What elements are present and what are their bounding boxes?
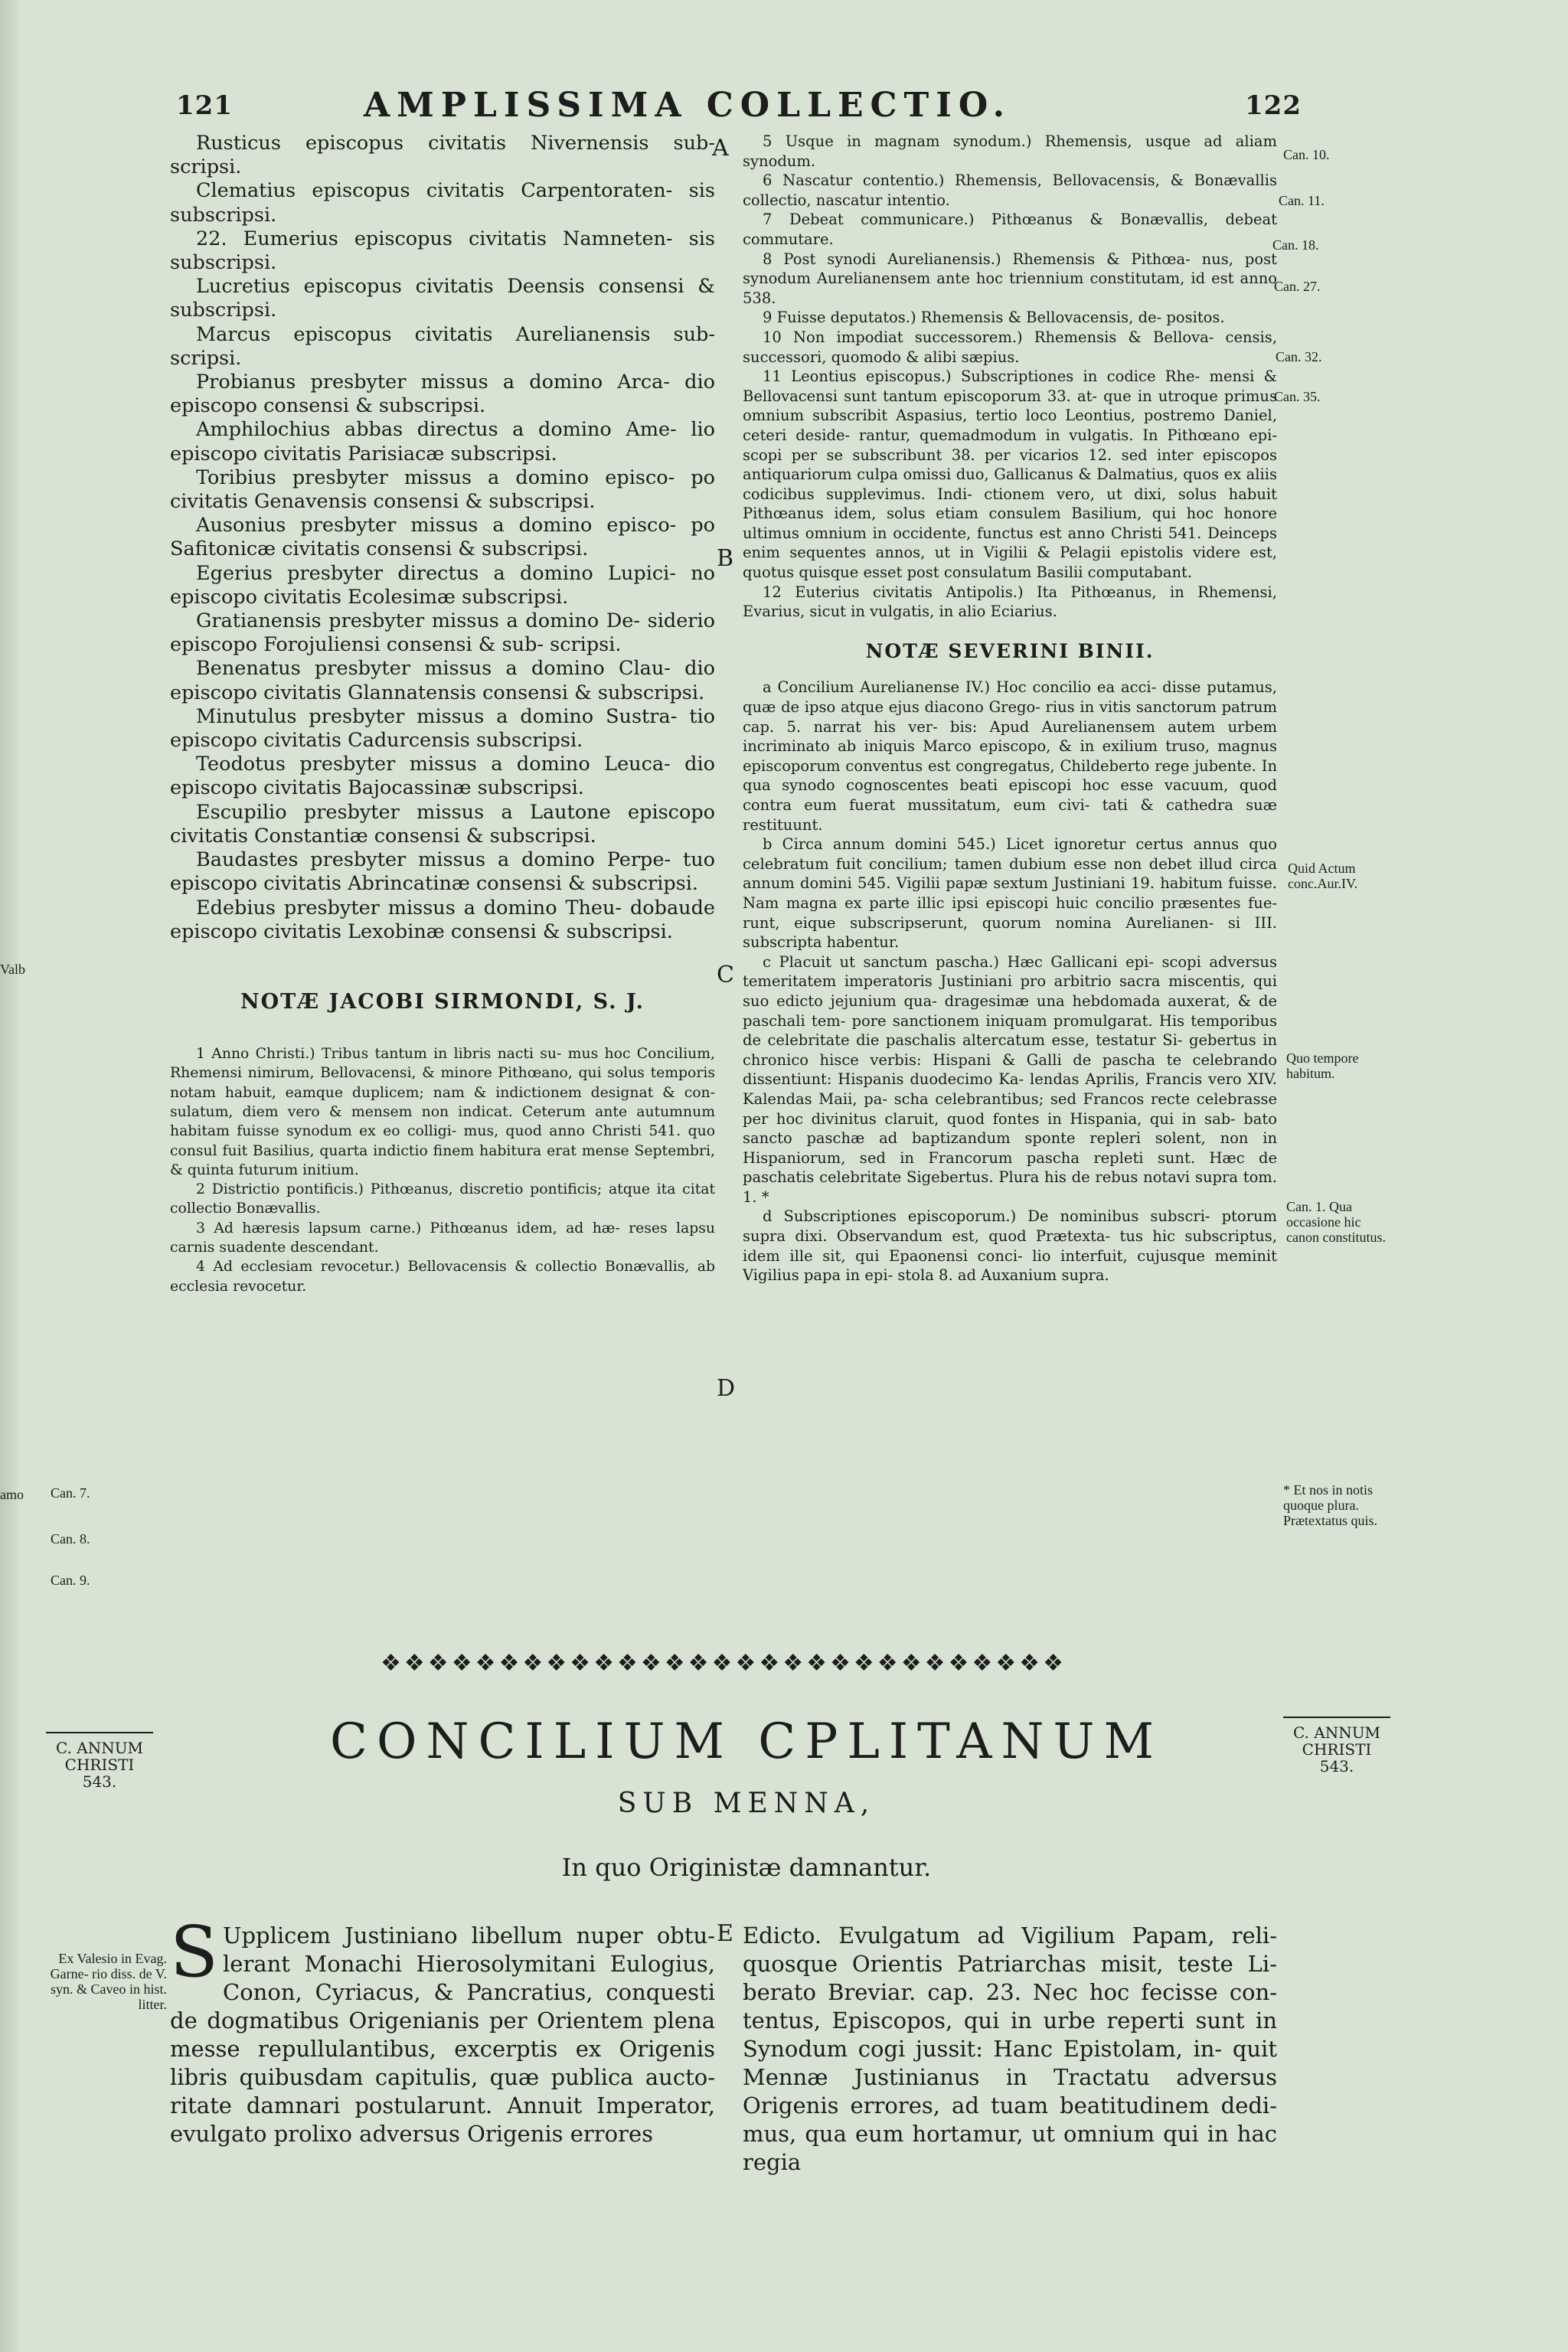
margin-can-7: Can. 7. — [51, 1485, 90, 1501]
margin-can-18: Can. 18. — [1272, 237, 1319, 253]
subscription-line: Baudastes presbyter missus a domino Perpe- tuo episcopo civitatis Abrincatinæ consensi & subscripsi. — [170, 848, 715, 896]
note: a Concilium Aurelianense IV.) Hoc concilio ea acci- disse putamus, quæ de ipso atque ejus diacono Grego- rius in vitis sanctorum patrum cap. 5. narrat his ver- bis: Apud Aurelianensem autem urbem incriminato ab iniquis Marco episcopo, & in exilium truso, magnus episcoporum conventus est congregatus, Childeberto rege jubente. In qua synodo cognoscentes beati episcopi hoc esse vacuum, quod contra eum fuerat mussitatum, eum civi- tati & cathedra suæ restituunt. — [743, 678, 1277, 834]
section-letter-d: D — [717, 1375, 736, 1402]
margin-can-32: Can. 32. — [1276, 349, 1322, 364]
edge-fragment-amo: amo — [0, 1487, 24, 1502]
margin-can-10: Can. 10. — [1283, 147, 1330, 162]
note: 3 Ad hæresis lapsum carne.) Pithœanus idem, ad hæ- reses lapsu carnis suadente descendant. — [170, 1220, 715, 1256]
subscription-line: Egerius presbyter directus a domino Lupici- no episcopo civitatis Ecolesimæ subscripsi. — [170, 561, 715, 609]
note: 5 Usque in magnam synodum.) Rhemensis, usque ad aliam synodum. — [743, 132, 1277, 170]
subscription-line: Minutulus presbyter missus a domino Sustra- tio episcopo civitatis Cadurcensis subscripsi. — [170, 704, 715, 753]
section-letter-a: A — [712, 135, 729, 162]
notes-heading-binii: NOTÆ SEVERINI BINII. — [865, 639, 1155, 662]
note: 8 Post synodi Aurelianensis.) Rhemensis & Pithœa- nus, post synodum Aurelianensem ante hoc triennium constitutam, id est anno 538. — [743, 250, 1277, 307]
note: c Placuit ut sanctum pascha.) Hæc Gallicani epi- scopi adversus temeritatem imperatoris Justiniani pro arbitrio sacra miscentis, qui suo edicto jejunium qua- dragesimæ una hebdomada auxerat, & de paschali tem- pore sanctionem iniquam promulgarat. His temporibus de celebritate die paschalis altercatum esse, testatur Si- gebertus in chronico hisce verbis: Hispani & Galli de pascha te celebrando dissentiunt: Hispanis duodecimo Ka- lendas Aprilis, Francis vero XIV. Kalendas Maii, pa- scha celebrantibus; sed Francos recte celebrasse per hoc divinitus claruit, quod fontes in Hispania, qui in sab- bato sancto paschæ ad baptizandum sponte repleri solent, non in Hispaniorum, sed in Francorum pascha repleti sunt. Hæc de paschatis celebritate Sigebertus. Plura his de rebus notavi supra tom. 1. * — [743, 952, 1277, 1206]
note: 1 Anno Christi.) Tribus tantum in libris nacti su- mus hoc Concilium, Rhemensi nimirum, Bellovacensi, & minore Pithœano, qui solus temporis notam habuit, eamque duplicem; nam & indictionem designat & con- sulatum, diem vero & mensem non indicat. Ceterum ante autumnum habitam fuisse synodum ex eo colligi- mus, quod anno Christi 541. quo consul fuit Basilius, quarta indictio finem habitura erat mense Septembri, & quinta futurum initium. — [170, 1046, 715, 1178]
margin-can-9: Can. 9. — [51, 1573, 90, 1588]
subscription-line: Amphilochius abbas directus a domino Ame- lio episcopo civitatis Parisiacæ subscripsi. — [170, 418, 715, 466]
note: b Circa annum domini 545.) Licet ignoretur certus annus quo celebratum fuit concilium; tamen dubium esse non debet illud circa annum domini 545. Vigilii papæ sextum Justiniani 19. habitum fuisse. Nam magna ex parte illic ipsi episcopi huic concilio præsentes fue- runt, eique subscripserunt, quorum nomina Aurelianen- si III. subscripta habentur. — [743, 835, 1277, 952]
subscription-line: Edebius presbyter missus a domino Theu- dobaude episcopo civitatis Lexobinæ consensi & subscripsi. — [170, 896, 715, 943]
note: 9 Fuisse deputatos.) Rhemensis & Bellovacensis, de- positos. — [763, 309, 1225, 327]
subscription-line: Toribius presbyter missus a domino episco- po civitatis Genavensis consensi & subscripsi. — [170, 466, 715, 514]
subscription-line: Probianus presbyter missus a domino Arca- dio episcopo consensi & subscripsi. — [170, 371, 715, 418]
note: 6 Nascatur contentio.) Rhemensis, Bellovacensis, & Bonævallis collectio, nascatur intentio. — [743, 172, 1277, 209]
running-header — [168, 86, 1302, 136]
section-letter-b: B — [717, 545, 734, 572]
drop-cap: S — [170, 1911, 219, 1993]
subscription-line: Teodotus presbyter missus a domino Leuca- dio episcopo civitatis Bajocassinæ subscripsi. — [170, 753, 715, 800]
note: 2 Districtio pontificis.) Pithœanus, discretio pontificis; atque ita citat collectio Bonævallis. — [170, 1181, 715, 1217]
note: 4 Ad ecclesiam revocetur.) Bellovacensis & collectio Bonævallis, ab ecclesia revocetur. — [170, 1259, 715, 1295]
ornament-divider: ❖❖❖❖❖❖❖❖❖❖❖❖❖❖❖❖❖❖❖❖❖❖❖❖❖❖❖❖❖ — [381, 1650, 1067, 1677]
subscription-line: Gratianensis presbyter missus a domino De- siderio episcopo Forojuliensi consensi & sub- scripsi. — [170, 609, 715, 657]
subscription-line: 22. Eumerius episcopus civitatis Namneten- sis subscripsi. — [170, 227, 715, 275]
section-letter-e: E — [717, 1920, 733, 1947]
right-column — [743, 132, 1277, 1285]
margin-can-27: Can. 27. — [1274, 279, 1321, 294]
margin-et-nos: * Et nos in notis quoque plura. Prætextatus quis. — [1283, 1482, 1378, 1528]
notes-sirmondi — [170, 1044, 715, 1296]
subscription-line: Clematius episcopus civitatis Carpentoraten- sis subscripsi. — [170, 179, 715, 227]
edge-fragment-valb: Valb — [0, 962, 25, 977]
side-date-right: C. ANNUM CHRISTI 543. — [1283, 1717, 1390, 1775]
side-date-left: C. ANNUM CHRISTI 543. — [46, 1732, 153, 1790]
subscription-line: Marcus episcopus civitatis Aurelianensis sub- scripsi. — [170, 322, 715, 370]
council-description: In quo Originistæ damnantur. — [561, 1853, 932, 1882]
margin-quid-actum: Quid Actum conc.Aur.IV. — [1288, 861, 1358, 891]
subscription-line: Rusticus episcopus civitatis Nivernensis sub- scripsi. — [170, 132, 715, 179]
page-number-right: 122 — [1245, 90, 1302, 121]
margin-can-1: Can. 1. Qua occasione hic canon constitutus. — [1286, 1199, 1386, 1245]
note: 11 Leontius episcopus.) Subscriptiones in codice Rhe- mensi & Bellovacensi sunt tantum episcoporum 33. at- que in utroque primus omnium subscribit Aspasius, tertio loco Leontius, postremo Daniel, ceteri deside- rantur, quemadmodum in vulgatis. In Pithœano epi- scopi per se subscribunt 38. per vicarios 12. sed inter episcopos antiquariorum culpa omissi duo, Gallicanus & Dalmatius, quos ex aliis codicibus supplevimus. Indi- ctionem vero, ut dixi, solus habuit Pithœanus idem, solus etiam consulem Basilium, qui hoc honore ultimus omnium in occidente, functus est anno Christi 541. Deinceps enim sequentes annos, ut in Vigilii & Pelagii epistolis videre est, quotus quisque esset post consulatum Basilii computabant. — [743, 368, 1277, 582]
margin-quo-tempore: Quo tempore habitum. — [1286, 1050, 1359, 1081]
subscription-line: Benenatus presbyter missus a domino Clau- dio episcopo civitatis Glannatensis consensi & subscripsi. — [170, 657, 715, 704]
note: 7 Debeat communicare.) Pithœanus & Bonævallis, debeat commutare. — [743, 211, 1277, 248]
notes-heading-sirmondi: NOTÆ JACOBI SIRMONDI, S. J. — [240, 989, 645, 1014]
subscription-line: Lucretius episcopus civitatis Deensis consensi & subscripsi. — [170, 275, 715, 322]
margin-can-35: Can. 35. — [1274, 389, 1321, 404]
body-text: Edicto. Evulgatum ad Vigilium Papam, reli- quosque Orientis Patriarchas misit, teste Li- berato Breviar. cap. 23. Nec hoc fecisse con- tentus, Episcopos, qui in urbe reperti sunt in Synodum cogi jussit: Hanc Epistolam, in- quit Mennæ Justinianus in Tractatu adversus Origenis errores, ad tuam beatitudinem dedi- mus, qua eum hortamur, ut omnium qui in hac regia — [743, 1922, 1277, 2175]
section-letter-c: C — [717, 962, 734, 988]
margin-can-11: Can. 11. — [1279, 193, 1325, 208]
council-text-right — [743, 1922, 1277, 2177]
page-edge — [0, 0, 18, 2352]
note: 12 Euterius civitatis Antipolis.) Ita Pithœanus, in Rhemensi, Evarius, sicut in vulgatis, in alio Eciarius. — [743, 583, 1277, 621]
page-number-left: 121 — [176, 90, 233, 121]
note: 10 Non impodiat successorem.) Rhemensis & Bellova- censis, successori, quomodo & alibi sæpius. — [743, 328, 1277, 366]
council-subtitle: SUB MENNA, — [617, 1788, 876, 1819]
council-text-left — [170, 1911, 715, 2148]
note: d Subscriptiones episcoporum.) De nominibus subscri- ptorum supra dixi. Observandum est, quod Prætexta- tus hic subscriptus, idem ille sit, qui Epaonensi conci- lio interfuit, cujusque meminit Vigilius papa in epi- stola 8. ad Auxanium supra. — [743, 1207, 1277, 1285]
body-text: Upplicem Justiniano libellum nuper obtu- lerant Monachi Hierosolymitani Eulogius, Conon, Cyriacus, & Pancratius, conquesti de dogmatibus Origenianis per Orientem plena messe repullulantibus, excerptis ex Origenis libris quibusdam capitulis, quæ publica aucto- ritate damnari postularunt. Annuit Imperator, evulgato prolixo adversus Origenis errores — [170, 1922, 715, 2147]
council-title: CONCILIUM CPLITANUM — [330, 1713, 1163, 1770]
margin-can-8: Can. 8. — [51, 1531, 90, 1547]
subscription-line: Escupilio presbyter missus a Lautone episcopo civitatis Constantiæ consensi & subscripsi. — [170, 800, 715, 848]
margin-source-note: Ex Valesio in Evag. Garne- rio diss. de V. syn. & Caveo in hist. litter. — [50, 1951, 167, 2012]
subscription-line: Ausonius presbyter missus a domino episco- po Safitonicæ civitatis consensi & subscripsi. — [170, 514, 715, 561]
left-column — [170, 132, 715, 1296]
running-title: AMPLISSIMA COLLECTIO. — [364, 86, 1011, 125]
